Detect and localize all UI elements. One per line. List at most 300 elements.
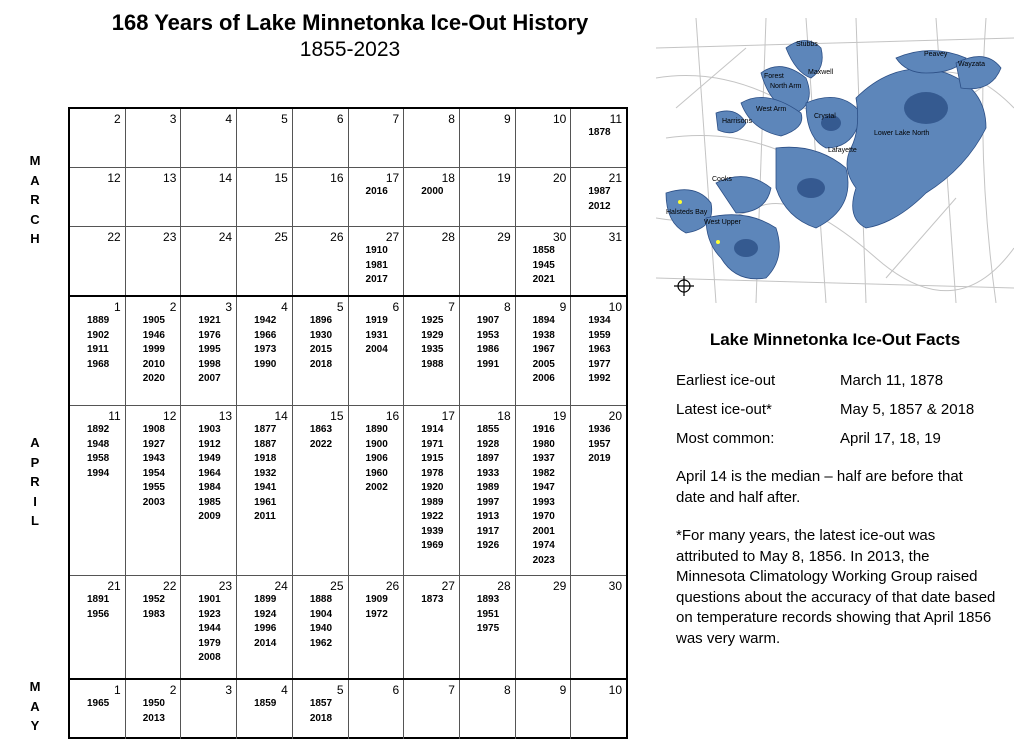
calendar-week-row xyxy=(70,226,626,295)
ice-out-year: 2001 xyxy=(532,525,555,537)
ice-out-years xyxy=(366,244,400,288)
ice-out-year: 1945 xyxy=(532,259,555,271)
ice-out-year: 1991 xyxy=(476,358,500,370)
calendar-day-cell xyxy=(570,297,626,405)
calendar-day-cell xyxy=(348,168,404,226)
ice-out-year: 1941 xyxy=(254,482,277,493)
ice-out-year: 2002 xyxy=(365,482,388,493)
calendar-day-cell xyxy=(459,680,515,739)
ice-out-year: 1919 xyxy=(365,315,388,326)
day-number: 28 xyxy=(497,579,511,593)
day-number: 8 xyxy=(503,683,511,697)
ice-out-years xyxy=(87,697,121,712)
ice-out-year: 1937 xyxy=(532,453,555,464)
day-number: 23 xyxy=(163,230,177,244)
ice-out-year: 2014 xyxy=(254,637,277,649)
fact-label: Earliest ice-out xyxy=(676,372,776,389)
ice-out-year: 2018 xyxy=(309,358,333,370)
day-number: 29 xyxy=(497,230,511,244)
day-number: 12 xyxy=(163,409,177,423)
day-number: 15 xyxy=(274,171,288,185)
map-label-forest: Forest xyxy=(764,73,784,80)
ice-out-years xyxy=(198,314,232,387)
ice-out-year: 1996 xyxy=(254,623,277,634)
ice-out-year: 1930 xyxy=(309,329,333,341)
ice-out-year: 1988 xyxy=(421,358,444,370)
calendar-day-cell xyxy=(570,406,626,575)
ice-out-years xyxy=(254,314,288,372)
ice-out-year: 2005 xyxy=(532,358,555,370)
ice-out-year: 2023 xyxy=(532,554,555,566)
calendar-day-cell xyxy=(403,297,459,405)
calendar-day-cell xyxy=(348,109,404,167)
calendar-day-cell xyxy=(125,109,181,167)
day-number: 4 xyxy=(225,112,233,126)
month-letter: A xyxy=(30,435,40,450)
calendar-day-cell xyxy=(236,109,292,167)
day-number: 7 xyxy=(448,683,455,697)
calendar-day-cell xyxy=(515,406,571,575)
ice-out-year: 2000 xyxy=(421,186,444,197)
calendar-day-cell xyxy=(459,297,515,405)
calendar-day-cell xyxy=(459,109,515,167)
ice-out-year: 1918 xyxy=(254,453,277,464)
calendar-day-cell xyxy=(292,297,348,405)
ice-out-years xyxy=(477,593,511,637)
day-number: 10 xyxy=(552,112,567,126)
ice-out-year: 1891 xyxy=(87,594,110,605)
month-letter: A xyxy=(30,698,40,714)
ice-out-years xyxy=(366,423,400,496)
month-letter: P xyxy=(30,454,40,470)
ice-out-year: 2017 xyxy=(365,274,388,285)
ice-out-year: 1920 xyxy=(421,482,444,493)
day-number: 3 xyxy=(225,683,233,697)
day-number: 17 xyxy=(441,409,455,423)
ice-out-year: 1965 xyxy=(87,698,110,709)
day-number: 3 xyxy=(169,112,177,126)
calendar-day-cell xyxy=(570,227,626,295)
day-number: 11 xyxy=(609,112,623,126)
map-label-wayzata: Wayzata xyxy=(958,61,985,68)
calendar-day-cell xyxy=(570,576,626,678)
ice-out-year: 1982 xyxy=(532,467,555,479)
month-letter: R xyxy=(30,474,40,489)
calendar-day-cell xyxy=(348,576,404,678)
ice-out-years xyxy=(533,423,567,568)
ice-out-year: 1944 xyxy=(198,623,221,634)
calendar-day-cell xyxy=(570,168,626,226)
month-letter: I xyxy=(33,493,37,509)
ice-out-year: 1995 xyxy=(198,344,221,355)
calendar-day-cell xyxy=(515,227,571,295)
ice-out-calendar xyxy=(68,107,628,739)
ice-out-year: 2020 xyxy=(142,373,165,384)
calendar-day-cell xyxy=(292,168,348,226)
ice-out-year: 1902 xyxy=(87,329,110,341)
ice-out-year: 1909 xyxy=(365,594,388,605)
ice-out-year: 1979 xyxy=(198,637,221,649)
month-label-may xyxy=(26,677,44,736)
calendar-day-cell xyxy=(125,297,181,405)
ice-out-year: 1942 xyxy=(254,315,277,326)
ice-out-year: 1855 xyxy=(476,424,500,435)
ice-out-years xyxy=(421,423,455,554)
ice-out-year: 1927 xyxy=(142,438,165,450)
month-letter: C xyxy=(30,211,40,227)
ice-out-year: 1946 xyxy=(142,329,165,341)
ice-out-year: 1964 xyxy=(198,467,221,479)
ice-out-years xyxy=(366,593,400,622)
ice-out-year: 1990 xyxy=(254,358,277,370)
ice-out-year: 1981 xyxy=(365,259,388,271)
day-number: 12 xyxy=(107,171,121,185)
ice-out-year: 1955 xyxy=(142,482,165,493)
ice-out-year: 1925 xyxy=(421,315,444,326)
ice-out-year: 1940 xyxy=(309,623,333,634)
ice-out-year: 1907 xyxy=(476,315,500,326)
calendar-day-cell xyxy=(348,680,404,739)
ice-out-years xyxy=(421,185,455,200)
calendar-day-cell xyxy=(236,297,292,405)
calendar-day-cell xyxy=(348,227,404,295)
calendar-day-cell xyxy=(570,680,626,739)
ice-out-year: 2011 xyxy=(254,511,276,522)
ice-out-year: 1939 xyxy=(421,525,444,537)
day-number: 13 xyxy=(163,171,177,185)
ice-out-year: 1893 xyxy=(476,594,500,605)
ice-out-year: 1986 xyxy=(476,344,500,355)
day-number: 21 xyxy=(608,171,623,185)
ice-out-year: 1977 xyxy=(588,358,611,370)
ice-out-years xyxy=(198,593,232,666)
calendar-day-cell xyxy=(125,227,181,295)
ice-out-year: 2015 xyxy=(309,344,333,355)
ice-out-years xyxy=(143,697,177,726)
ice-out-year: 2008 xyxy=(198,652,221,663)
calendar-day-cell xyxy=(70,109,125,167)
ice-out-year: 1916 xyxy=(532,424,555,435)
ice-out-year: 1967 xyxy=(532,344,555,355)
map-label-peavey: Peavey xyxy=(924,51,948,58)
ice-out-year: 1924 xyxy=(254,608,277,620)
ice-out-years xyxy=(254,423,288,525)
calendar-day-cell xyxy=(70,168,125,226)
ice-out-year: 1887 xyxy=(254,438,277,450)
ice-out-year: 1956 xyxy=(87,608,110,620)
day-number: 14 xyxy=(274,409,288,423)
calendar-day-cell xyxy=(180,168,236,226)
ice-out-years xyxy=(533,244,567,288)
ice-out-year: 1985 xyxy=(198,496,221,508)
ice-out-year: 1878 xyxy=(588,127,611,138)
page-subtitle: 1855-2023 xyxy=(299,38,401,61)
facts-title: Lake Minnetonka Ice-Out Facts xyxy=(709,330,961,349)
fact-value: May 5, 1857 & 2018 xyxy=(840,401,975,418)
calendar-day-cell xyxy=(403,227,459,295)
calendar-day-cell xyxy=(292,227,348,295)
ice-out-year: 1983 xyxy=(142,608,165,620)
ice-out-years xyxy=(310,697,344,726)
ice-out-year: 1989 xyxy=(421,496,444,508)
calendar-day-cell xyxy=(70,227,125,295)
calendar-day-cell xyxy=(570,109,626,167)
fact-value: April 17, 18, 19 xyxy=(840,430,941,447)
ice-out-year: 1899 xyxy=(254,594,277,605)
day-number: 6 xyxy=(392,300,400,314)
calendar-week-row xyxy=(70,575,626,678)
ice-out-years xyxy=(588,185,622,214)
ice-out-year: 2009 xyxy=(198,511,221,522)
calendar-day-cell xyxy=(125,576,181,678)
map-label-lafayette: Lafayette xyxy=(828,147,857,154)
calendar-day-cell xyxy=(236,168,292,226)
calendar-day-cell xyxy=(459,227,515,295)
ice-out-year: 1971 xyxy=(421,438,444,450)
ice-out-years xyxy=(310,593,344,651)
ice-out-year: 1904 xyxy=(309,608,333,620)
map-label-maxwell: Maxwell xyxy=(808,69,834,76)
ice-out-years xyxy=(143,423,177,510)
ice-out-year: 1936 xyxy=(588,424,611,435)
ice-out-year: 1976 xyxy=(198,329,221,341)
day-number: 8 xyxy=(448,112,455,126)
ice-out-year: 1953 xyxy=(476,329,500,341)
ice-out-year: 1943 xyxy=(142,453,165,464)
fact-row-earliest xyxy=(676,372,944,389)
ice-out-year: 1974 xyxy=(532,540,555,551)
ice-out-year: 1857 xyxy=(309,698,333,709)
ice-out-year: 1960 xyxy=(365,467,388,479)
map-label-north-arm: North Arm xyxy=(770,83,802,90)
month-label-april xyxy=(26,433,44,531)
lake-map xyxy=(656,18,1014,303)
ice-out-year: 2016 xyxy=(365,186,388,197)
fact-label: Latest ice-out* xyxy=(676,401,772,418)
calendar-day-cell xyxy=(403,680,459,739)
day-number: 6 xyxy=(336,112,344,126)
ice-out-year: 1915 xyxy=(421,453,444,464)
map-label-west-arm: West Arm xyxy=(756,106,787,113)
map-label-stubbs: Stubbs xyxy=(796,41,818,48)
day-number: 19 xyxy=(552,409,567,423)
ice-out-year: 2018 xyxy=(309,712,333,724)
day-number: 30 xyxy=(552,230,567,244)
day-number: 10 xyxy=(608,300,623,314)
month-label-march xyxy=(26,151,44,249)
ice-out-year: 1901 xyxy=(198,594,221,605)
day-number: 17 xyxy=(385,171,400,185)
calendar-week-row xyxy=(70,109,626,167)
day-number: 24 xyxy=(218,230,233,244)
day-number: 30 xyxy=(608,579,623,593)
ice-out-year: 1966 xyxy=(254,329,277,341)
day-number: 26 xyxy=(330,230,344,244)
ice-out-year: 1950 xyxy=(142,698,165,709)
ice-out-year: 1970 xyxy=(532,511,555,522)
ice-out-year: 2006 xyxy=(532,373,555,384)
ice-out-year: 1949 xyxy=(198,453,221,464)
day-number: 16 xyxy=(330,171,344,185)
day-number: 1 xyxy=(114,300,121,314)
calendar-day-cell xyxy=(180,109,236,167)
ice-out-year: 1968 xyxy=(87,358,110,370)
ice-out-year: 1975 xyxy=(476,623,500,634)
calendar-day-cell xyxy=(180,680,236,739)
month-letter: H xyxy=(30,231,40,246)
calendar-day-cell xyxy=(70,406,125,575)
calendar-day-cell xyxy=(403,406,459,575)
calendar-day-cell xyxy=(292,109,348,167)
day-number: 18 xyxy=(441,171,455,185)
calendar-day-cell xyxy=(459,406,515,575)
footnote: *For many years, the latest ice-out was attributed to May 8, 1856. In 2013, the Minnesota Climatology Working Group raised questions about the accuracy of that date based on temperature records showing that April 1856 was very warm. xyxy=(676,527,996,647)
ice-out-year: 1947 xyxy=(532,482,555,493)
ice-out-year: 1873 xyxy=(421,594,444,605)
day-number: 3 xyxy=(225,300,233,314)
ice-out-years xyxy=(366,314,400,358)
month-letter: Y xyxy=(30,718,40,733)
day-number: 9 xyxy=(559,683,567,697)
ice-out-years xyxy=(87,314,121,372)
day-number: 5 xyxy=(336,300,344,314)
calendar-day-cell xyxy=(236,406,292,575)
ice-out-year: 1933 xyxy=(476,467,500,479)
day-number: 7 xyxy=(392,112,400,126)
ice-out-year: 1894 xyxy=(532,315,555,326)
calendar-day-cell xyxy=(403,168,459,226)
calendar-day-cell xyxy=(515,576,571,678)
ice-out-year: 1921 xyxy=(198,315,221,326)
calendar-day-cell xyxy=(515,297,571,405)
day-number: 6 xyxy=(392,683,400,697)
day-number: 22 xyxy=(107,230,121,244)
day-number: 25 xyxy=(330,579,344,593)
calendar-week-row xyxy=(70,167,626,226)
ice-out-year: 1926 xyxy=(476,540,500,551)
ice-out-year: 1958 xyxy=(87,453,110,464)
ice-out-year: 2010 xyxy=(142,358,165,370)
day-number: 22 xyxy=(163,579,177,593)
ice-out-year: 1905 xyxy=(142,315,165,326)
ice-out-year: 1980 xyxy=(532,438,555,450)
month-letter: L xyxy=(31,513,39,528)
day-number: 1 xyxy=(114,683,121,697)
day-number: 4 xyxy=(281,683,288,697)
ice-out-years xyxy=(198,423,232,525)
ice-out-year: 1859 xyxy=(254,698,277,709)
day-number: 8 xyxy=(503,300,511,314)
day-number: 26 xyxy=(385,579,400,593)
calendar-day-cell xyxy=(292,680,348,739)
ice-out-year: 1923 xyxy=(198,608,221,620)
ice-out-year: 1913 xyxy=(476,511,500,522)
day-number: 24 xyxy=(274,579,288,593)
month-letter: M xyxy=(29,153,41,168)
ice-out-year: 1863 xyxy=(309,424,333,435)
day-number: 7 xyxy=(448,300,455,314)
calendar-day-cell xyxy=(515,168,571,226)
ice-out-year: 1978 xyxy=(421,467,444,479)
ice-out-years xyxy=(588,423,622,467)
day-number: 28 xyxy=(441,230,455,244)
ice-out-year: 1932 xyxy=(254,467,277,479)
map-label-cooks: Cooks xyxy=(712,176,732,183)
day-number: 5 xyxy=(281,112,288,126)
ice-out-year: 1903 xyxy=(198,424,221,435)
day-number: 19 xyxy=(497,171,511,185)
ice-out-year: 1910 xyxy=(365,245,388,256)
day-number: 25 xyxy=(274,230,288,244)
calendar-day-cell xyxy=(125,168,181,226)
calendar-day-cell xyxy=(125,406,181,575)
page-title: 168 Years of Lake Minnetonka Ice-Out History xyxy=(111,10,589,35)
calendar-day-cell xyxy=(236,576,292,678)
day-number: 23 xyxy=(218,579,233,593)
calendar-day-cell xyxy=(236,227,292,295)
ice-out-year: 1858 xyxy=(532,245,555,256)
map-label-west-upper: West Upper xyxy=(704,219,741,226)
month-letter: A xyxy=(30,172,40,188)
day-number: 5 xyxy=(336,683,344,697)
month-letter: M xyxy=(29,679,41,694)
median-note: April 14 is the median – half are before that date and half after. xyxy=(676,468,963,506)
ice-out-years xyxy=(588,126,622,141)
day-number: 20 xyxy=(552,171,567,185)
ice-out-year: 1973 xyxy=(254,344,277,355)
day-number: 2 xyxy=(169,683,177,697)
calendar-day-cell xyxy=(348,297,404,405)
map-label-lower-lake-north: Lower Lake North xyxy=(874,130,930,137)
ice-out-years xyxy=(421,593,455,608)
ice-out-year: 1896 xyxy=(309,315,333,326)
ice-out-year: 1877 xyxy=(254,424,277,435)
calendar-day-cell xyxy=(70,576,125,678)
day-number: 13 xyxy=(218,409,233,423)
ice-out-year: 1984 xyxy=(198,482,221,493)
calendar-day-cell xyxy=(180,576,236,678)
ice-out-years xyxy=(533,314,567,387)
fact-value: March 11, 1878 xyxy=(840,372,944,389)
ice-out-year: 1914 xyxy=(421,424,444,435)
month-letter: R xyxy=(30,192,40,207)
ice-out-years xyxy=(254,697,288,712)
ice-out-year: 2012 xyxy=(588,200,611,212)
calendar-day-cell xyxy=(70,680,125,739)
ice-out-year: 1897 xyxy=(476,453,500,464)
ice-out-year: 1963 xyxy=(588,344,611,355)
day-number: 21 xyxy=(107,579,121,593)
day-number: 18 xyxy=(497,409,511,423)
ice-out-year: 2004 xyxy=(365,344,388,355)
calendar-day-cell xyxy=(515,109,571,167)
day-number: 20 xyxy=(608,409,623,423)
ice-out-year: 2021 xyxy=(532,274,555,285)
ice-out-years xyxy=(87,423,121,481)
day-number: 4 xyxy=(281,300,288,314)
ice-out-year: 2003 xyxy=(142,496,165,508)
calendar-day-cell xyxy=(515,680,571,739)
day-number: 9 xyxy=(559,300,567,314)
calendar-day-cell xyxy=(403,576,459,678)
ice-out-year: 1951 xyxy=(476,608,500,620)
ice-out-year: 1992 xyxy=(588,373,611,384)
calendar-day-cell xyxy=(292,576,348,678)
ice-out-years xyxy=(477,423,511,554)
ice-out-year: 1969 xyxy=(421,540,444,551)
day-number: 27 xyxy=(441,579,455,593)
ice-out-year: 1938 xyxy=(532,329,555,341)
